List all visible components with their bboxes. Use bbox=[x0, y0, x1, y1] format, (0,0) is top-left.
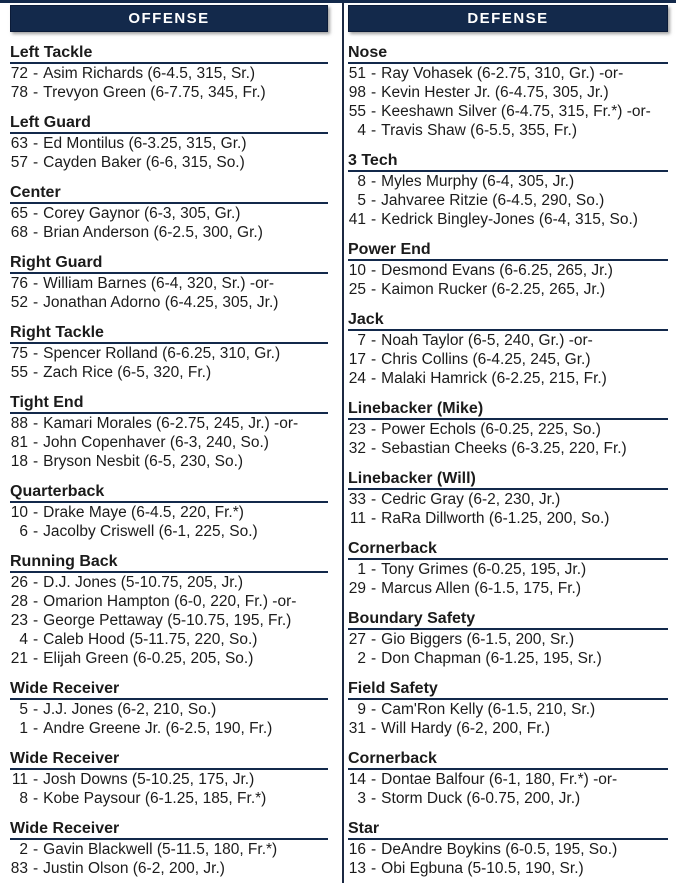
player-info: Bryson Nesbit (6-5, 230, So.) bbox=[43, 453, 244, 470]
player-info: Caleb Hood (5-11.75, 220, So.) bbox=[43, 631, 258, 648]
position-section bbox=[348, 44, 668, 140]
player-row bbox=[348, 700, 668, 719]
player-number: 11 bbox=[349, 510, 366, 527]
player-number: 31 bbox=[348, 720, 366, 737]
player-row bbox=[10, 363, 328, 382]
player-row bbox=[10, 452, 328, 471]
player-number: 11 bbox=[11, 771, 28, 788]
player-info: Asim Richards (6-4.5, 315, Sr.) bbox=[43, 65, 256, 82]
player-info: Power Echols (6-0.25, 225, So.) bbox=[381, 421, 601, 438]
player-row bbox=[10, 592, 328, 611]
player-separator: - bbox=[33, 135, 39, 152]
position-section bbox=[10, 44, 328, 102]
player-info: D.J. Jones (5-10.75, 205, Jr.) bbox=[43, 574, 244, 591]
player-number: 3 bbox=[357, 790, 366, 807]
player-info: Desmond Evans (6-6.25, 265, Jr.) bbox=[381, 262, 613, 279]
player-separator: - bbox=[371, 211, 377, 228]
player-row bbox=[10, 573, 328, 592]
player-separator: - bbox=[33, 154, 39, 171]
player-separator: - bbox=[33, 453, 39, 470]
player-row bbox=[348, 350, 668, 369]
player-row bbox=[10, 611, 328, 630]
player-number: 2 bbox=[357, 650, 366, 667]
position-title: Tight End bbox=[10, 394, 328, 414]
player-info: Kedrick Bingley-Jones (6-4, 315, So.) bbox=[381, 211, 638, 228]
player-row bbox=[348, 83, 668, 102]
player-number: 33 bbox=[348, 491, 366, 508]
player-separator: - bbox=[371, 860, 377, 877]
position-title: Center bbox=[10, 184, 328, 204]
player-separator: - bbox=[371, 65, 377, 82]
player-separator: - bbox=[33, 364, 39, 381]
position-title: Power End bbox=[348, 241, 668, 261]
player-row bbox=[348, 331, 668, 350]
player-info: George Pettaway (5-10.75, 195, Fr.) bbox=[43, 612, 292, 629]
player-info: Cayden Baker (6-6, 315, So.) bbox=[43, 154, 245, 171]
player-row bbox=[10, 770, 328, 789]
player-number: 27 bbox=[348, 631, 366, 648]
player-separator: - bbox=[33, 790, 39, 807]
position-title: Right Guard bbox=[10, 254, 328, 274]
position-section bbox=[348, 680, 668, 738]
player-separator: - bbox=[371, 262, 377, 279]
player-info: Jacolby Criswell (6-1, 225, So.) bbox=[43, 523, 258, 540]
position-title: Cornerback bbox=[348, 750, 668, 770]
player-info: Storm Duck (6-0.75, 200, Jr.) bbox=[381, 790, 581, 807]
position-section bbox=[348, 750, 668, 808]
player-number: 98 bbox=[348, 84, 366, 101]
player-info: Noah Taylor (6-5, 240, Gr.) -or- bbox=[381, 332, 593, 349]
player-info: Elijah Green (6-0.25, 205, So.) bbox=[43, 650, 254, 667]
player-row bbox=[10, 223, 328, 242]
player-number: 16 bbox=[348, 841, 366, 858]
offense-column bbox=[10, 3, 328, 883]
player-number: 4 bbox=[19, 631, 28, 648]
player-separator: - bbox=[371, 332, 377, 349]
player-row bbox=[10, 649, 328, 668]
player-info: J.J. Jones (6-2, 210, So.) bbox=[43, 701, 217, 718]
player-info: Brian Anderson (6-2.5, 300, Gr.) bbox=[43, 224, 263, 241]
player-number: 32 bbox=[348, 440, 366, 457]
player-separator: - bbox=[371, 421, 377, 438]
player-info: Omarion Hampton (6-0, 220, Fr.) -or- bbox=[43, 593, 297, 610]
player-row bbox=[348, 649, 668, 668]
player-separator: - bbox=[33, 205, 39, 222]
player-separator: - bbox=[33, 593, 39, 610]
player-row bbox=[10, 64, 328, 83]
player-info: Kaimon Rucker (6-2.25, 265, Jr.) bbox=[381, 281, 606, 298]
column-divider bbox=[342, 3, 344, 883]
player-row bbox=[348, 770, 668, 789]
defense-header-label: DEFENSE bbox=[467, 10, 549, 27]
player-info: Kamari Morales (6-2.75, 245, Jr.) -or- bbox=[43, 415, 299, 432]
player-number: 72 bbox=[10, 65, 28, 82]
player-row bbox=[348, 261, 668, 280]
position-section bbox=[10, 254, 328, 312]
player-separator: - bbox=[371, 701, 377, 718]
player-info: Kobe Paysour (6-1.25, 185, Fr.*) bbox=[43, 790, 267, 807]
offense-header-label: OFFENSE bbox=[128, 10, 210, 27]
player-separator: - bbox=[33, 224, 39, 241]
player-info: Kevin Hester Jr. (6-4.75, 305, Jr.) bbox=[381, 84, 609, 101]
player-row bbox=[348, 859, 668, 878]
player-number: 52 bbox=[10, 294, 28, 311]
position-title: Boundary Safety bbox=[348, 610, 668, 630]
player-row bbox=[348, 560, 668, 579]
player-separator: - bbox=[371, 790, 377, 807]
player-separator: - bbox=[33, 701, 39, 718]
position-section bbox=[348, 540, 668, 598]
player-number: 25 bbox=[348, 281, 366, 298]
player-separator: - bbox=[371, 580, 377, 597]
player-info: Gio Biggers (6-1.5, 200, Sr.) bbox=[381, 631, 575, 648]
player-number: 5 bbox=[19, 701, 28, 718]
player-number: 28 bbox=[10, 593, 28, 610]
player-info: RaRa Dillworth (6-1.25, 200, So.) bbox=[381, 510, 610, 527]
player-number: 10 bbox=[10, 504, 28, 521]
player-info: Justin Olson (6-2, 200, Jr.) bbox=[43, 860, 225, 877]
position-section bbox=[10, 394, 328, 471]
player-info: Sebastian Cheeks (6-3.25, 220, Fr.) bbox=[381, 440, 627, 457]
player-info: Will Hardy (6-2, 200, Fr.) bbox=[381, 720, 550, 737]
player-number: 9 bbox=[357, 701, 366, 718]
position-title: Star bbox=[348, 820, 668, 840]
player-row bbox=[348, 210, 668, 229]
columns-wrapper bbox=[0, 3, 676, 883]
player-separator: - bbox=[371, 440, 377, 457]
player-separator: - bbox=[33, 841, 39, 858]
player-separator: - bbox=[33, 434, 39, 451]
position-section bbox=[10, 553, 328, 668]
player-separator: - bbox=[371, 103, 377, 120]
player-separator: - bbox=[33, 574, 39, 591]
player-separator: - bbox=[33, 650, 39, 667]
player-separator: - bbox=[371, 173, 377, 190]
player-info: Travis Shaw (6-5.5, 355, Fr.) bbox=[381, 122, 577, 139]
position-section bbox=[10, 483, 328, 541]
player-number: 4 bbox=[357, 122, 366, 139]
position-title: 3 Tech bbox=[348, 152, 668, 172]
player-info: Obi Egbuna (5-10.5, 190, Sr.) bbox=[381, 860, 584, 877]
player-number: 55 bbox=[10, 364, 28, 381]
position-section bbox=[10, 680, 328, 738]
player-separator: - bbox=[371, 370, 377, 387]
player-separator: - bbox=[371, 631, 377, 648]
player-row bbox=[348, 64, 668, 83]
position-title: Wide Receiver bbox=[10, 820, 328, 840]
player-info: Josh Downs (5-10.25, 175, Jr.) bbox=[43, 771, 255, 788]
player-info: Malaki Hamrick (6-2.25, 215, Fr.) bbox=[381, 370, 607, 387]
position-section bbox=[348, 820, 668, 878]
player-info: Chris Collins (6-4.25, 245, Gr.) bbox=[381, 351, 591, 368]
player-number: 41 bbox=[348, 211, 366, 228]
player-info: Keeshawn Silver (6-4.75, 315, Fr.*) -or- bbox=[381, 103, 651, 120]
player-number: 68 bbox=[10, 224, 28, 241]
player-row bbox=[348, 719, 668, 738]
position-title: Cornerback bbox=[348, 540, 668, 560]
player-row bbox=[10, 840, 328, 859]
player-number: 29 bbox=[348, 580, 366, 597]
player-separator: - bbox=[33, 415, 39, 432]
player-info: Tony Grimes (6-0.25, 195, Jr.) bbox=[381, 561, 587, 578]
player-row bbox=[10, 83, 328, 102]
player-number: 13 bbox=[348, 860, 366, 877]
player-separator: - bbox=[371, 122, 377, 139]
player-separator: - bbox=[371, 771, 377, 788]
player-number: 14 bbox=[348, 771, 366, 788]
player-number: 63 bbox=[10, 135, 28, 152]
player-row bbox=[10, 719, 328, 738]
player-row bbox=[10, 859, 328, 878]
player-separator: - bbox=[33, 771, 39, 788]
player-row bbox=[348, 102, 668, 121]
player-number: 24 bbox=[348, 370, 366, 387]
player-info: Jahvaree Ritzie (6-4.5, 290, So.) bbox=[381, 192, 605, 209]
player-separator: - bbox=[371, 491, 377, 508]
position-title: Nose bbox=[348, 44, 668, 64]
player-number: 23 bbox=[348, 421, 366, 438]
player-row bbox=[348, 191, 668, 210]
player-row bbox=[10, 204, 328, 223]
player-number: 1 bbox=[357, 561, 366, 578]
player-info: Dontae Balfour (6-1, 180, Fr.*) -or- bbox=[381, 771, 618, 788]
player-separator: - bbox=[371, 351, 377, 368]
position-title: Linebacker (Mike) bbox=[348, 400, 668, 420]
position-title: Linebacker (Will) bbox=[348, 470, 668, 490]
player-separator: - bbox=[33, 345, 39, 362]
player-row bbox=[348, 369, 668, 388]
player-number: 17 bbox=[348, 351, 366, 368]
player-info: Drake Maye (6-4.5, 220, Fr.*) bbox=[43, 504, 244, 521]
position-section bbox=[10, 750, 328, 808]
position-title: Right Tackle bbox=[10, 324, 328, 344]
player-number: 10 bbox=[348, 262, 366, 279]
defense-sections bbox=[348, 44, 668, 878]
player-info: Marcus Allen (6-1.5, 175, Fr.) bbox=[381, 580, 582, 597]
player-row bbox=[10, 293, 328, 312]
player-row bbox=[348, 840, 668, 859]
player-row bbox=[10, 134, 328, 153]
player-separator: - bbox=[33, 294, 39, 311]
position-section bbox=[348, 470, 668, 528]
player-number: 18 bbox=[10, 453, 28, 470]
player-number: 1 bbox=[19, 720, 28, 737]
player-number: 6 bbox=[19, 523, 28, 540]
player-info: Cam'Ron Kelly (6-1.5, 210, Sr.) bbox=[381, 701, 596, 718]
player-row bbox=[10, 274, 328, 293]
position-section bbox=[348, 152, 668, 229]
player-row bbox=[348, 509, 668, 528]
player-row bbox=[348, 630, 668, 649]
player-number: 2 bbox=[19, 841, 28, 858]
player-number: 7 bbox=[357, 332, 366, 349]
player-number: 65 bbox=[10, 205, 28, 222]
player-number: 57 bbox=[10, 154, 28, 171]
player-info: Gavin Blackwell (5-11.5, 180, Fr.*) bbox=[43, 841, 278, 858]
position-section bbox=[348, 400, 668, 458]
player-separator: - bbox=[371, 561, 377, 578]
player-number: 51 bbox=[348, 65, 366, 82]
player-info: Trevyon Green (6-7.75, 345, Fr.) bbox=[43, 84, 266, 101]
player-row bbox=[10, 433, 328, 452]
defense-header-bar bbox=[348, 5, 668, 32]
player-info: Corey Gaynor (6-3, 305, Gr.) bbox=[43, 205, 241, 222]
player-info: John Copenhaver (6-3, 240, So.) bbox=[43, 434, 269, 451]
position-title: Wide Receiver bbox=[10, 750, 328, 770]
player-number: 81 bbox=[10, 434, 28, 451]
position-section bbox=[10, 184, 328, 242]
position-title: Field Safety bbox=[348, 680, 668, 700]
position-title: Wide Receiver bbox=[10, 680, 328, 700]
player-row bbox=[348, 490, 668, 509]
player-number: 23 bbox=[10, 612, 28, 629]
player-row bbox=[348, 172, 668, 191]
player-number: 55 bbox=[348, 103, 366, 120]
position-section bbox=[348, 311, 668, 388]
position-section bbox=[10, 324, 328, 382]
player-row bbox=[348, 789, 668, 808]
player-info: Cedric Gray (6-2, 230, Jr.) bbox=[381, 491, 561, 508]
player-row bbox=[10, 344, 328, 363]
player-info: Ray Vohasek (6-2.75, 310, Gr.) -or- bbox=[381, 65, 624, 82]
position-section bbox=[348, 241, 668, 299]
position-title: Quarterback bbox=[10, 483, 328, 503]
player-separator: - bbox=[33, 612, 39, 629]
player-info: Spencer Rolland (6-6.25, 310, Gr.) bbox=[43, 345, 281, 362]
player-separator: - bbox=[33, 65, 39, 82]
player-row bbox=[10, 522, 328, 541]
player-info: DeAndre Boykins (6-0.5, 195, So.) bbox=[381, 841, 618, 858]
position-title: Jack bbox=[348, 311, 668, 331]
player-separator: - bbox=[33, 84, 39, 101]
player-row bbox=[10, 700, 328, 719]
player-row bbox=[10, 153, 328, 172]
player-info: William Barnes (6-4, 320, Sr.) -or- bbox=[43, 275, 275, 292]
player-separator: - bbox=[371, 650, 377, 667]
position-title: Left Guard bbox=[10, 114, 328, 134]
player-separator: - bbox=[33, 275, 39, 292]
player-row bbox=[10, 789, 328, 808]
player-info: Ed Montilus (6-3.25, 315, Gr.) bbox=[43, 135, 247, 152]
player-separator: - bbox=[371, 281, 377, 298]
position-section bbox=[348, 610, 668, 668]
position-title: Left Tackle bbox=[10, 44, 328, 64]
player-separator: - bbox=[33, 523, 39, 540]
player-number: 8 bbox=[357, 173, 366, 190]
player-separator: - bbox=[33, 720, 39, 737]
player-row bbox=[10, 503, 328, 522]
player-separator: - bbox=[33, 631, 39, 648]
position-section bbox=[10, 820, 328, 878]
player-number: 83 bbox=[10, 860, 28, 877]
player-separator: - bbox=[33, 504, 39, 521]
player-number: 8 bbox=[19, 790, 28, 807]
player-number: 76 bbox=[10, 275, 28, 292]
player-info: Jonathan Adorno (6-4.25, 305, Jr.) bbox=[43, 294, 279, 311]
player-separator: - bbox=[371, 192, 377, 209]
player-info: Zach Rice (6-5, 320, Fr.) bbox=[43, 364, 212, 381]
player-separator: - bbox=[33, 860, 39, 877]
player-number: 88 bbox=[10, 415, 28, 432]
player-separator: - bbox=[371, 510, 377, 527]
position-section bbox=[10, 114, 328, 172]
offense-header-bar bbox=[10, 5, 328, 32]
position-title: Running Back bbox=[10, 553, 328, 573]
player-info: Myles Murphy (6-4, 305, Jr.) bbox=[381, 173, 575, 190]
player-row bbox=[348, 420, 668, 439]
player-number: 21 bbox=[10, 650, 28, 667]
player-number: 5 bbox=[357, 192, 366, 209]
player-separator: - bbox=[371, 84, 377, 101]
player-info: Don Chapman (6-1.25, 195, Sr.) bbox=[381, 650, 602, 667]
player-row bbox=[348, 121, 668, 140]
player-separator: - bbox=[371, 720, 377, 737]
player-row bbox=[10, 630, 328, 649]
defense-column bbox=[348, 3, 668, 883]
player-number: 78 bbox=[10, 84, 28, 101]
player-separator: - bbox=[371, 841, 377, 858]
player-number: 75 bbox=[10, 345, 28, 362]
player-row bbox=[348, 579, 668, 598]
player-number: 26 bbox=[10, 574, 28, 591]
offense-sections bbox=[10, 44, 328, 878]
player-row bbox=[348, 439, 668, 458]
player-info: Andre Greene Jr. (6-2.5, 190, Fr.) bbox=[43, 720, 273, 737]
player-row bbox=[10, 414, 328, 433]
player-row bbox=[348, 280, 668, 299]
